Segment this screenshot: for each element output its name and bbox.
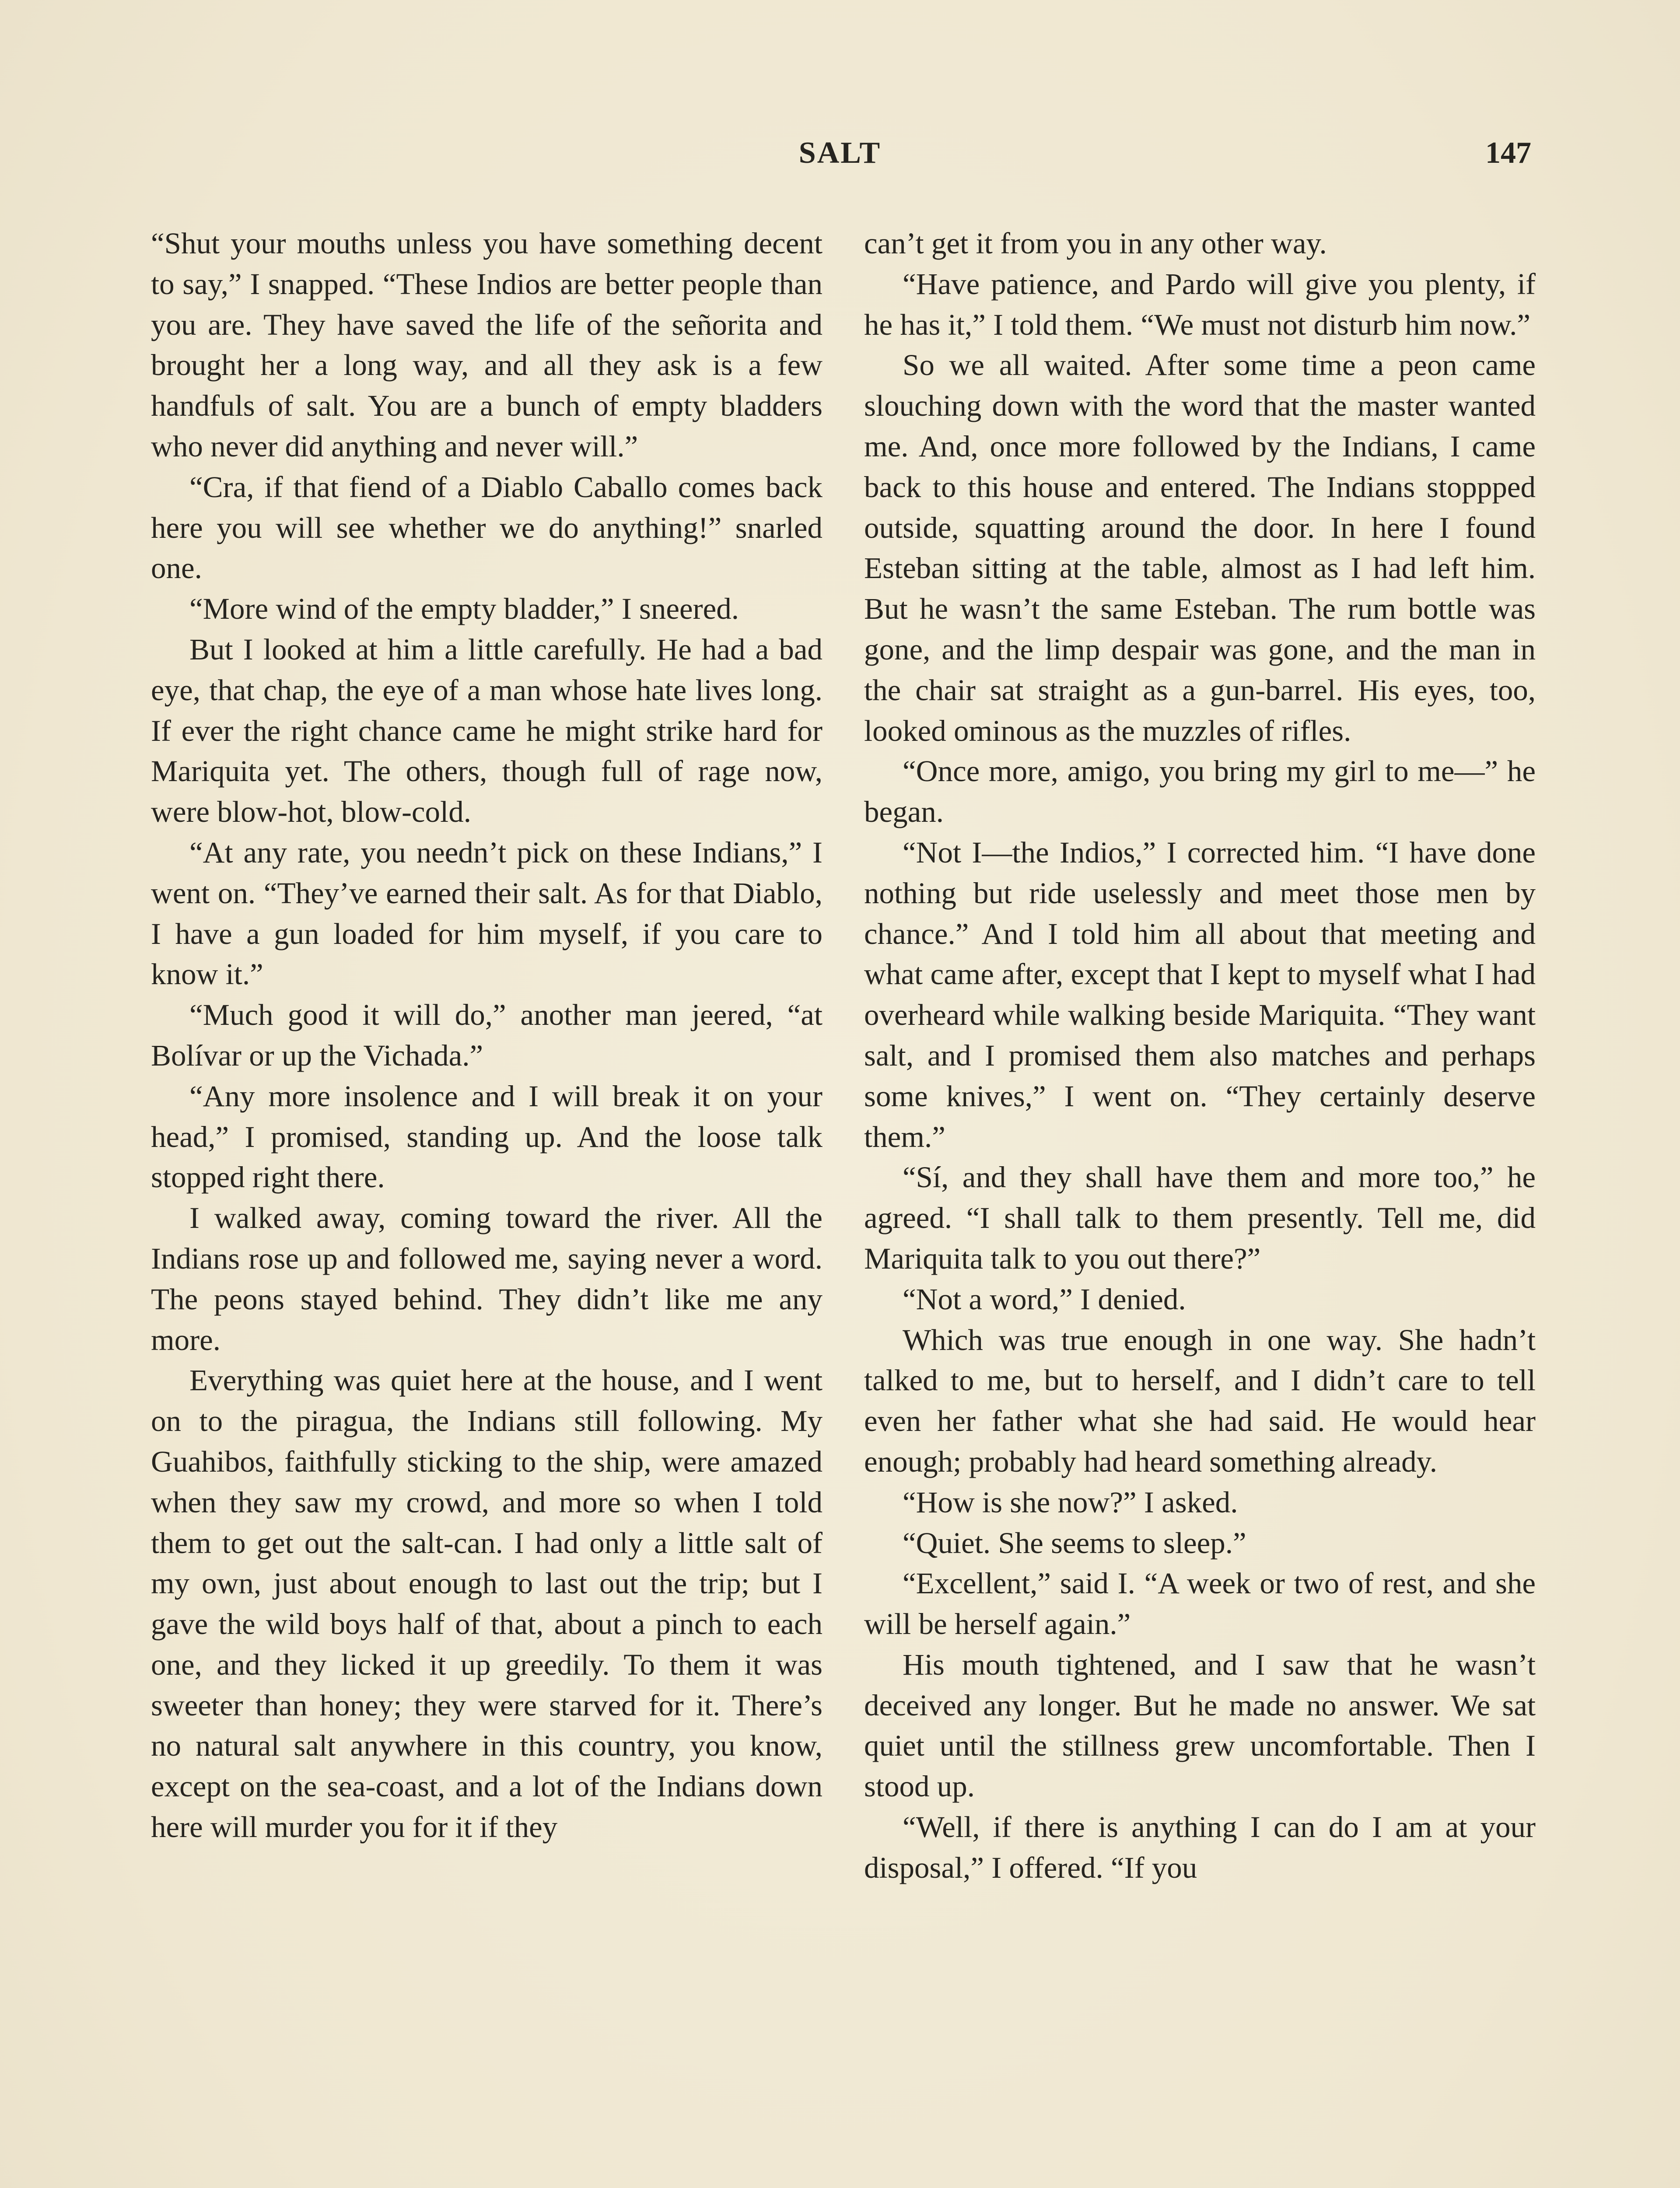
paragraph: I walked away, coming toward the river. All the Indians rose up and followed me, saying never a word. The peons stayed behind. They didn’t like me any more. bbox=[151, 1201, 822, 1357]
paragraph: “Any more insolence and I will break it on your head,” I promised, standing up. And the loose talk stopped right there. bbox=[151, 1079, 822, 1194]
paragraph: “Not a word,” I denied. bbox=[903, 1282, 1186, 1316]
paragraph: “Well, if there is anything I can do I am at your disposal,” I offered. “If you bbox=[864, 1810, 1536, 1884]
paragraph: can’t get it from you in any other way. bbox=[864, 227, 1327, 260]
paragraph: His mouth tightened, and I saw that he wasn’t deceived any longer. But he made no answer. We sat quiet until the stillness grew uncomfortable. Then I stood up. bbox=[864, 1648, 1536, 1803]
right-column bbox=[864, 223, 1536, 1888]
page-number: 147 bbox=[1485, 136, 1531, 170]
left-column bbox=[151, 223, 822, 1848]
paragraph: Everything was quiet here at the house, and I went on to the piragua, the Indians still following. My Guahibos, faithfully sticking to the ship, were amazed when they saw my crowd, and more so when I told them to get out the salt-can. I had only a little salt of my own, just about enough to last out the trip; but I gave the wild boys half of that, about a pinch to each one, and they licked it up greedily. To them it was sweeter than honey; they were starved for it. There’s no natural salt anywhere in this country, you know, except on the sea-coast, and a lot of the Indians down here will murder you for it if they bbox=[151, 1364, 822, 1844]
paragraph: “Cra, if that fiend of a Diablo Caballo comes back here you will see whether we do anything!” snarled one. bbox=[151, 470, 822, 585]
running-head bbox=[149, 136, 1531, 175]
paragraph: “Have patience, and Pardo will give you plenty, if he has it,” I told them. “We must not disturb him now.” bbox=[864, 267, 1536, 341]
chapter-title: SALT bbox=[798, 136, 882, 170]
paragraph: “Excellent,” said I. “A week or two of rest, and she will be herself again.” bbox=[864, 1567, 1536, 1641]
paragraph: Which was true enough in one way. She hadn’t talked to me, but to herself, and I didn’t care to tell even her father what she had said. He would hear enough; probably had heard something already. bbox=[864, 1323, 1536, 1478]
paragraph: “Once more, amigo, you bring my girl to me—” he began. bbox=[864, 754, 1536, 829]
paragraph: “Shut your mouths unless you have something decent to say,” I snapped. “These Indios are better people than you are. They have saved the life of the señorita and brought her a long way, and all they ask is a few handfuls of salt. You are a bunch of empty bladders who never did anything and never will.” bbox=[151, 227, 822, 463]
paragraph: “More wind of the empty bladder,” I sneered. bbox=[189, 592, 739, 626]
paragraph: “Much good it will do,” another man jeered, “at Bolívar or up the Vichada.” bbox=[151, 998, 822, 1072]
paragraph: “At any rate, you needn’t pick on these Indians,” I went on. “They’ve earned their salt. As for that Diablo, I have a gun loaded for him myself, if you care to know it.” bbox=[151, 835, 822, 991]
paragraph: So we all waited. After some time a peon came slouching down with the word that the master wanted me. And, once more followed by the Indians, I came back to this house and entered. The Indians stoppped outside, squatting around the door. In here I found Esteban sitting at the table, almost as I had left him. But he wasn’t the same Esteban. The rum bottle was gone, and the limp despair was gone, and the man in the chair sat straight as a gun-barrel. His eyes, too, looked ominous as the muzzles of rifles. bbox=[864, 348, 1536, 747]
paragraph: “How is she now?” I asked. bbox=[903, 1485, 1238, 1519]
paragraph: “Quiet. She seems to sleep.” bbox=[903, 1526, 1246, 1560]
paragraph: “Not I—the Indios,” I corrected him. “I have done nothing but ride uselessly and meet those men by chance.” And I told him all about that meeting and what came after, except that I kept to myself what I had overheard while walking beside Mariquita. “They want salt, and I promised them also matches and perhaps some knives,” I went on. “They certainly deserve them.” bbox=[864, 835, 1536, 1154]
paragraph: “Sí, and they shall have them and more too,” he agreed. “I shall talk to them presently. Tell me, did Mariquita talk to you out there?” bbox=[864, 1161, 1536, 1275]
paragraph: But I looked at him a little carefully. He had a bad eye, that chap, the eye of a man whose hate lives long. If ever the right chance came he might strike hard for Mariquita yet. The others, though full of rage now, were blow-hot, blow-cold. bbox=[151, 632, 822, 829]
